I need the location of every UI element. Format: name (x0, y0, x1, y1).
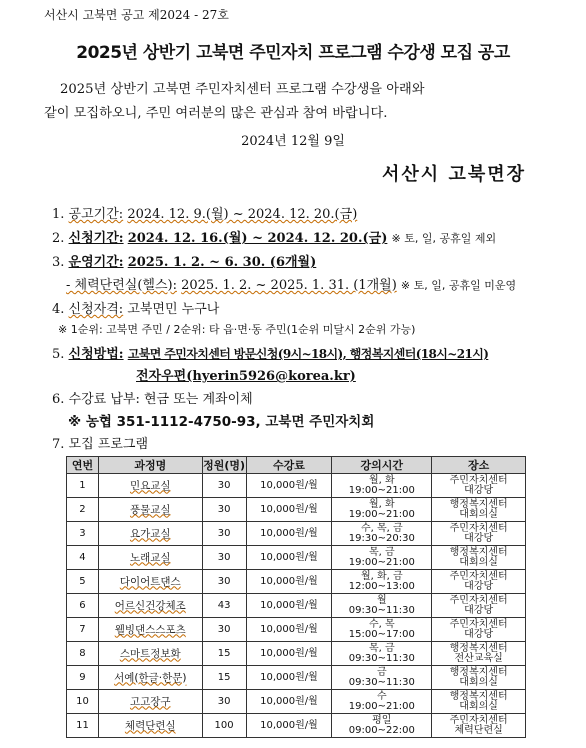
cell-fee: 10,000원/월 (246, 714, 332, 738)
cell-course: 고고장구 (98, 690, 202, 714)
cell-no: 5 (67, 570, 99, 594)
item-operation-period: 3. 운영기간: 2025. 1. 2. ~ 6. 30. (6개월) (52, 255, 317, 270)
cell-course: 민요교실 (98, 474, 202, 498)
cell-place: 행정복지센터 대회의실 (432, 666, 526, 690)
cell-no: 2 (67, 498, 99, 522)
item-fee-payment: 6. 수강료 납부: 현금 또는 계좌이체 (52, 392, 253, 407)
item-application-method: 5. 신청방법: 고북면 주민자치센터 방문신청(9시~18시), 행정복지센터(18시~21시) (52, 347, 489, 362)
table-row (67, 570, 526, 594)
item-programs: 7. 모집 프로그램 (52, 437, 149, 452)
cell-time: 월 09:30~11:30 (332, 594, 432, 618)
cell-course: 다이어트댄스 (98, 570, 202, 594)
cell-fee: 10,000원/월 (246, 522, 332, 546)
cell-place: 주민자치센터 대강당 (432, 618, 526, 642)
table-row (67, 714, 526, 738)
cell-place: 주민자치센터 체력단련실 (432, 714, 526, 738)
cell-time: 금 09:30~11:30 (332, 666, 432, 690)
header-fee: 수강료 (246, 457, 332, 474)
table-row (67, 642, 526, 666)
cell-no: 7 (67, 618, 99, 642)
cell-place: 주민자치센터 대강당 (432, 570, 526, 594)
cell-capacity: 30 (202, 498, 246, 522)
bank-account: ※ 농협 351-1112-4750-93, 고북면 주민자치회 (68, 414, 375, 430)
cell-fee: 10,000원/월 (246, 498, 332, 522)
cell-place: 주민자치센터 대강당 (432, 594, 526, 618)
cell-time: 월, 화, 금 12:00~13:00 (332, 570, 432, 594)
cell-fee: 10,000원/월 (246, 570, 332, 594)
table-row (67, 594, 526, 618)
header-course: 과정명 (98, 457, 202, 474)
application-email: 전자우편(hyerin5926@korea.kr) (136, 369, 356, 384)
cell-time: 월, 화 19:00~21:00 (332, 498, 432, 522)
header-time: 강의시간 (332, 457, 432, 474)
cell-place: 주민자치센터 대강당 (432, 522, 526, 546)
cell-course: 스마트정보화 (98, 642, 202, 666)
cell-capacity: 30 (202, 522, 246, 546)
cell-course: 서예(한글·한문) (98, 666, 202, 690)
cell-capacity: 43 (202, 594, 246, 618)
cell-time: 목, 금 09:30~11:30 (332, 642, 432, 666)
cell-no: 6 (67, 594, 99, 618)
program-table (66, 456, 526, 738)
table-row (67, 546, 526, 570)
header-capacity: 정원(명) (202, 457, 246, 474)
cell-fee: 10,000원/월 (246, 690, 332, 714)
cell-time: 월, 화 19:00~21:00 (332, 474, 432, 498)
cell-fee: 10,000원/월 (246, 618, 332, 642)
table-header-row (67, 457, 526, 474)
intro-paragraph (44, 78, 564, 126)
cell-capacity: 100 (202, 714, 246, 738)
cell-no: 9 (67, 666, 99, 690)
cell-capacity: 15 (202, 642, 246, 666)
intro-line-1: 2025년 상반기 고북면 주민자치센터 프로그램 수강생을 아래와 (60, 82, 425, 97)
header-place: 장소 (432, 457, 526, 474)
cell-course: 노래교실 (98, 546, 202, 570)
cell-capacity: 30 (202, 546, 246, 570)
eligibility-note: ※ 1순위: 고북면 주민 / 2순위: 타 읍·면·동 주민(1순위 미달시 2순위 가능) (58, 323, 416, 336)
cell-fee: 10,000원/월 (246, 474, 332, 498)
cell-time: 목, 금 19:00~21:00 (332, 546, 432, 570)
cell-capacity: 15 (202, 666, 246, 690)
cell-no: 4 (67, 546, 99, 570)
table-row (67, 498, 526, 522)
cell-time: 평일 09:00~22:00 (332, 714, 432, 738)
item-eligibility: 4. 신청자격: 고북면민 누구나 (52, 302, 220, 317)
cell-place: 행정복지센터 대회의실 (432, 546, 526, 570)
cell-place: 행정복지센터 전산교육실 (432, 642, 526, 666)
cell-no: 1 (67, 474, 99, 498)
cell-capacity: 30 (202, 690, 246, 714)
notice-date: 2024년 12월 9일 (241, 134, 345, 149)
cell-course: 체력단련실 (98, 714, 202, 738)
cell-course: 어르신건강체조 (98, 594, 202, 618)
page-title: 2025년 상반기 고북면 주민자치 프로그램 수강생 모집 공고 (76, 43, 510, 63)
cell-fee: 10,000원/월 (246, 642, 332, 666)
cell-course: 웰빙댄스스포츠 (98, 618, 202, 642)
signature: 서산시 고북면장 (382, 164, 526, 185)
cell-time: 수 19:00~21:00 (332, 690, 432, 714)
item-announcement-period: 1. 공고기간: 2024. 12. 9.(월) ~ 2024. 12. 20.(금) (52, 207, 358, 222)
table-row (67, 474, 526, 498)
cell-place: 행정복지센터 대회의실 (432, 690, 526, 714)
cell-fee: 10,000원/월 (246, 666, 332, 690)
cell-place: 주민자치센터 대강당 (432, 474, 526, 498)
cell-no: 3 (67, 522, 99, 546)
cell-fee: 10,000원/월 (246, 546, 332, 570)
cell-time: 수, 목 15:00~17:00 (332, 618, 432, 642)
cell-course: 요가교실 (98, 522, 202, 546)
cell-place: 행정복지센터 대회의실 (432, 498, 526, 522)
cell-fee: 10,000원/월 (246, 594, 332, 618)
document-number: 서산시 고북면 공고 제2024 - 27호 (44, 8, 229, 22)
table-row (67, 618, 526, 642)
table-row (67, 690, 526, 714)
cell-capacity: 30 (202, 570, 246, 594)
item-gym-period: - 체력단련실(헬스): 2025. 1. 2. ~ 2025. 1. 31. (1개월) ※ 토, 일, 공휴일 미운영 (66, 278, 517, 293)
cell-capacity: 30 (202, 618, 246, 642)
cell-no: 8 (67, 642, 99, 666)
table-row (67, 522, 526, 546)
cell-no: 10 (67, 690, 99, 714)
cell-capacity: 30 (202, 474, 246, 498)
cell-course: 풍물교실 (98, 498, 202, 522)
table-row (67, 666, 526, 690)
cell-time: 수, 목, 금 19:30~20:30 (332, 522, 432, 546)
intro-line-2: 같이 모집하오니, 주민 여러분의 많은 관심과 참여 바랍니다. (44, 106, 388, 121)
cell-no: 11 (67, 714, 99, 738)
header-no: 연번 (67, 457, 99, 474)
item-application-period: 2. 신청기간: 2024. 12. 16.(월) ~ 2024. 12. 20.(금) ※ 토, 일, 공휴일 제외 (52, 231, 497, 246)
